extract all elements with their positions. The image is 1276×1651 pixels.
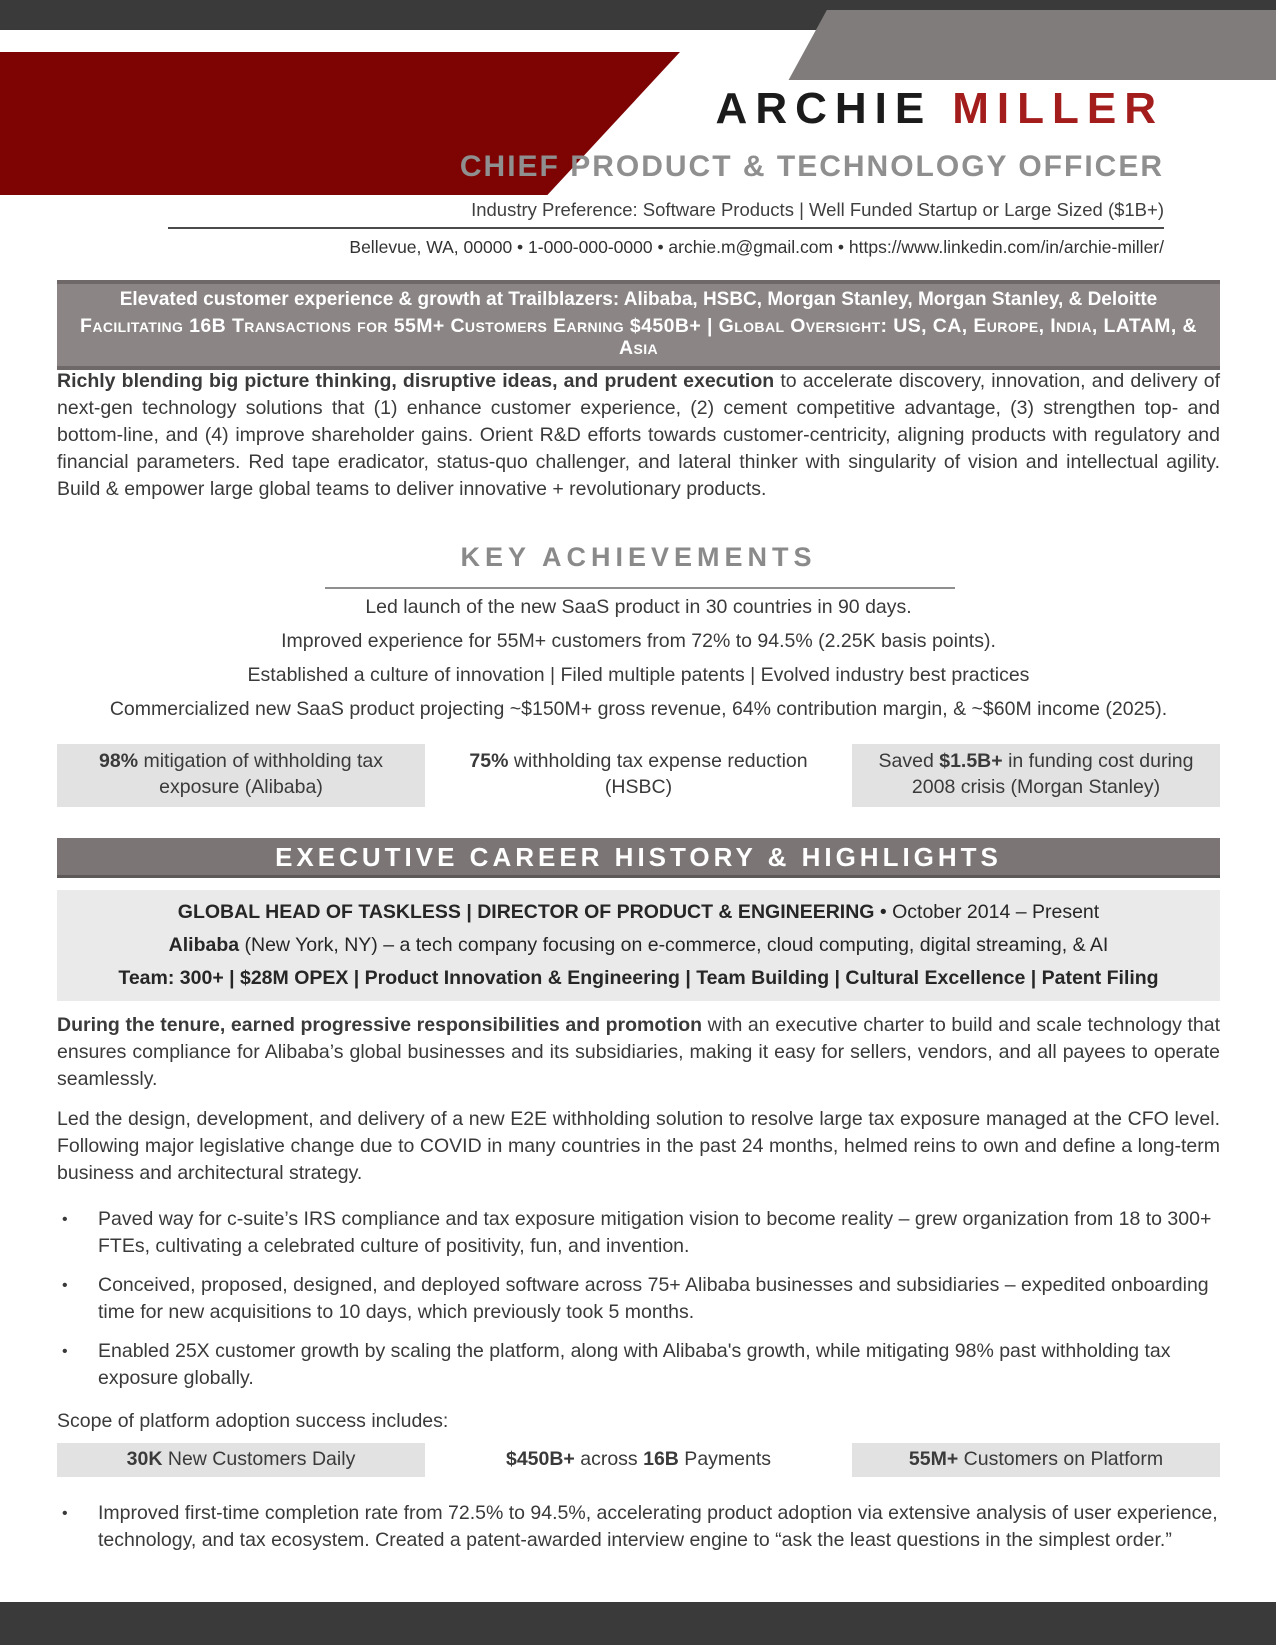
achievement-item: Led launch of the new SaaS product in 30 countries in 90 days. [365,596,912,618]
position-header-box [57,890,1220,1001]
last-name: MILLER [952,84,1164,133]
achievement-item: Established a culture of innovation | Filed multiple patents | Evolved industry best practices [247,664,1030,686]
headline-line-1: Elevated customer experience & growth at Trailblazers: Alibaba, HSBC, Morgan Stanley, Morgan Stanley, & Deloitte [119,289,1158,310]
bullet-item [57,1500,1220,1554]
bullet-text: Paved way for c-suite’s IRS compliance and tax exposure mitigation vision to become reality – grew organization from 18 to 300+ FTEs, cultivating a celebrated culture of positivity, fun, and invention. [98,1208,1212,1257]
bullet-item [57,1338,1220,1392]
bullet-icon: • [62,1343,68,1360]
summary-lead: Richly blending big picture thinking, disruptive ideas, and prudent execution [57,370,775,392]
bullet-icon: • [62,1211,68,1228]
first-name: ARCHIE [715,84,933,133]
header-divider-rule [168,227,1164,229]
stat-box-morgan-stanley-savings: Saved $1.5B+ in funding cost during 2008 crisis (Morgan Stanley) [852,744,1220,807]
industry-preference: Industry Preference: Software Products | Well Funded Startup or Large Sized ($1B+) [471,199,1164,220]
header-name-block [460,84,1164,221]
job-title: CHIEF PRODUCT & TECHNOLOGY OFFICER [459,150,1164,183]
career-paragraph-1 [57,1012,1220,1093]
bullet-icon: • [62,1277,68,1294]
adoption-stat-row [57,1443,1220,1477]
bullet-text: Improved first-time completion rate from 72.5% to 94.5%, accelerating product adoption via extensive analysis of user experience, technology, and tax ecosystem. Created a patent-awarded interview engine to “ask the least questions in the simplest order.” [98,1502,1218,1551]
candidate-name [460,84,1164,134]
stat-box-customers-on-platform: 55M+ Customers on Platform [852,1443,1220,1477]
achievement-stat-row [57,744,1220,807]
stat-box-payments-volume: $450B+ across 16B Payments [505,1448,772,1470]
career-paragraph-1-body: with an executive charter to build and scale technology that ensures compliance for Alibaba’s global businesses and its subsidiaries, making it easy for sellers, vendors, and all payees to operate seamlessly. [57,1014,1220,1090]
bullet-item [57,1272,1220,1326]
bullet-item [57,1206,1220,1260]
bullet-icon: • [62,1505,68,1522]
stat-box-hsbc-reduction: 75% withholding tax expense reduction (HSBC) [469,750,808,798]
bullet-text: Conceived, proposed, designed, and deployed software across 75+ Alibaba businesses and subsidiaries – expedited onboarding time for new acquisitions to 10 days, which previously took 5 months. [98,1274,1209,1323]
career-paragraph-2: Led the design, development, and delivery of a new E2E withholding solution to resolve large tax exposure managed at the CFO level. Following major legislative change due to COVID in many countries in the past 24 months, helmed reins to own and define a long-term business and architectural strategy. [57,1108,1220,1184]
summary-paragraph [57,368,1220,503]
achievement-item: Commercialized new SaaS product projecting ~$150M+ gross revenue, 64% contribution margin, & ~$60M income (2025). [109,698,1168,720]
contact-line: Bellevue, WA, 00000 • 1-000-000-0000 • archie.m@gmail.com • https://www.linkedin.com/in/archie-miller/ [349,237,1164,257]
section-title-key-achievements: KEY ACHIEVEMENTS [460,542,817,572]
stat-box-alibaba-mitigation: 98% mitigation of withholding tax exposure (Alibaba) [57,744,425,807]
key-achievements-rule [325,587,955,589]
key-achievements-list [57,597,1220,733]
career-paragraph-1-lead: During the tenure, earned progressive responsibilities and promotion [57,1014,703,1036]
company-line: Alibaba (New York, NY) – a tech company focusing on e-commerce, cloud computing, digital streaming, & AI [168,934,1109,956]
stat-box-new-customers-daily: 30K New Customers Daily [57,1443,425,1477]
headline-banner [57,280,1220,370]
achievement-item: Improved experience for 55M+ customers from 72% to 94.5% (2.25K basis points). [281,630,996,652]
role-line: GLOBAL HEAD OF TASKLESS | DIRECTOR OF PRODUCT & ENGINEERING • October 2014 – Present [177,901,1100,923]
headline-line-2: Facilitating 16B Transactions for 55M+ Customers Earning $450B+ | Global Oversight: US, CA, Europe, India, LATAM, & Asia [80,315,1197,359]
footer-accent-bar [0,1602,1276,1645]
summary-body: to accelerate discovery, innovation, and delivery of next-gen technology solutions that (1) enhance customer experience, (2) cement competitive advantage, (3) strengthen top- and bottom-line, and (4) improve shareholder gains. Orient R&D efforts towards customer-centricity, aligning products with regulatory and financial parameters. Red tape eradicator, status-quo challenger, and lateral thinker with singularity of vision and intellectual agility. Build & empower large global teams to deliver innovative + revolutionary products. [57,370,1220,500]
team-scope-line: Team: 300+ | $28M OPEX | Product Innovation & Engineering | Team Building | Cultural Excellence | Patent Filing [118,967,1159,989]
adoption-intro: Scope of platform adoption success includes: [57,1410,449,1432]
section-banner-career-history: EXECUTIVE CAREER HISTORY & HIGHLIGHTS [57,838,1220,878]
bullet-text: Enabled 25X customer growth by scaling the platform, along with Alibaba's growth, while mitigating 98% past withholding tax exposure globally. [98,1340,1171,1389]
